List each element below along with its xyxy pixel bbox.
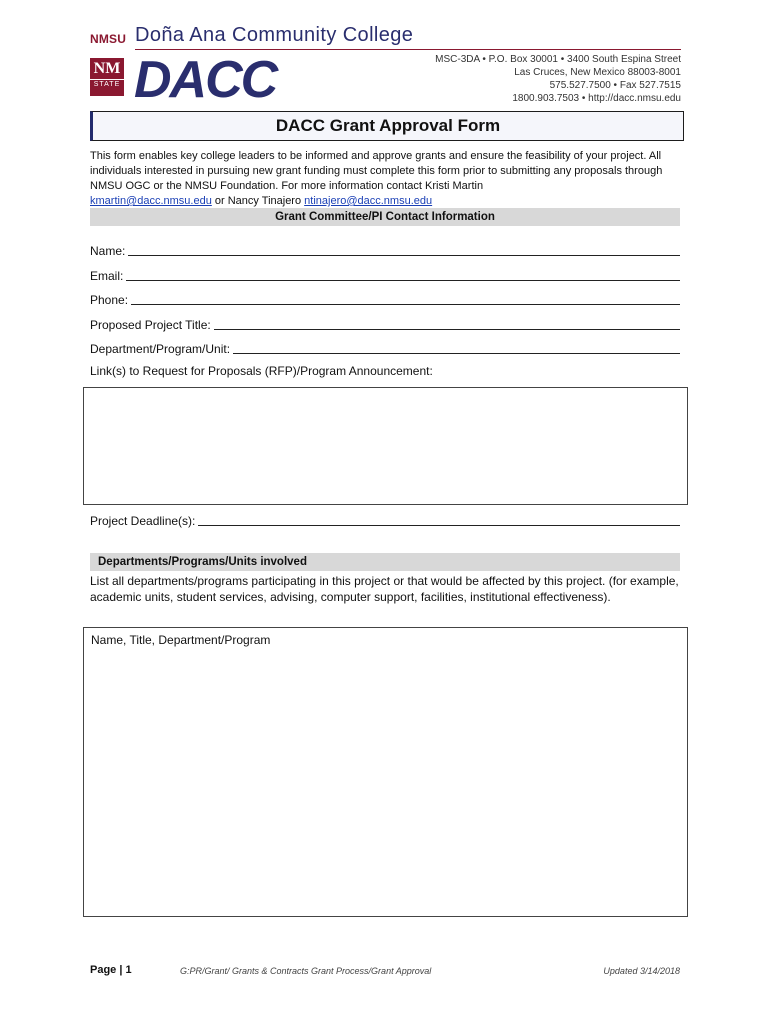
- rfp-links-textarea[interactable]: [83, 387, 688, 505]
- address-line: Las Cruces, New Mexico 88003-8001: [514, 67, 681, 78]
- departments-box-label: Name, Title, Department/Program: [91, 633, 271, 647]
- page-number: Page | 1: [90, 964, 132, 976]
- rfp-links-label: Link(s) to Request for Proposals (RFP)/Program Announcement:: [90, 364, 433, 378]
- email-link-kmartin[interactable]: kmartin@dacc.nmsu.edu: [90, 195, 212, 207]
- name-label: Name:: [90, 244, 126, 258]
- nm-logo-text: NM: [93, 60, 121, 77]
- project-title-label: Proposed Project Title:: [90, 318, 211, 332]
- departments-textarea[interactable]: [83, 627, 688, 917]
- phone-field[interactable]: [90, 291, 680, 307]
- deadline-field[interactable]: [90, 512, 680, 528]
- deadline-input-line[interactable]: [198, 524, 680, 526]
- section-departments: Departments/Programs/Units involved: [90, 553, 680, 571]
- address-line: 1800.903.7503 • http://dacc.nmsu.edu: [512, 93, 681, 104]
- section-contact-info: Grant Committee/PI Contact Information: [90, 208, 680, 226]
- footer-updated-date: Updated 3/14/2018: [603, 966, 680, 976]
- phone-input-line[interactable]: [131, 303, 680, 305]
- department-field[interactable]: [90, 340, 680, 356]
- state-logo-text: STATE: [90, 79, 124, 88]
- email-input-line[interactable]: [126, 279, 680, 281]
- intro-or-text: or Nancy Tinajero: [211, 195, 305, 207]
- footer-file-path: G:PR/Grant/ Grants & Contracts Grant Process/Grant Approval: [180, 966, 432, 976]
- address-block: [435, 53, 681, 105]
- name-input-line[interactable]: [128, 254, 680, 256]
- address-line: 575.527.7500 • Fax 527.7515: [549, 80, 681, 91]
- deadline-label: Project Deadline(s):: [90, 514, 196, 528]
- project-title-input-line[interactable]: [214, 328, 680, 330]
- nmsu-wordmark: NMSU: [90, 32, 127, 46]
- email-label: Email:: [90, 269, 124, 283]
- phone-label: Phone:: [90, 293, 129, 307]
- intro-text: This form enables key college leaders to be informed and approve grants and ensure the feasibility of your project. All individuals interested in pursuing new grant funding must complete this form prior to submitting any proposals through NMSU OGC or the NMSU Foundation. For more information contact Kristi Martin: [90, 150, 663, 192]
- college-name: Doña Ana Community College: [135, 24, 414, 46]
- nm-state-logo: [90, 58, 124, 96]
- project-title-field[interactable]: [90, 316, 680, 332]
- email-field[interactable]: [90, 267, 680, 283]
- email-link-ntinajero[interactable]: ntinajero@dacc.nmsu.edu: [304, 195, 433, 207]
- dacc-logo: DACC: [134, 51, 277, 109]
- form-title: DACC Grant Approval Form: [90, 111, 684, 141]
- intro-paragraph: [90, 149, 685, 209]
- address-line: MSC-3DA • P.O. Box 30001 • 3400 South Espina Street: [435, 54, 681, 65]
- name-field[interactable]: [90, 242, 680, 258]
- departments-instructions: List all departments/programs participating in this project or that would be affected by this project. (for example, academic units, student services, advising, computer support, facilities, institutional effectiveness).: [90, 574, 679, 604]
- department-input-line[interactable]: [233, 352, 680, 354]
- department-label: Department/Program/Unit:: [90, 342, 231, 356]
